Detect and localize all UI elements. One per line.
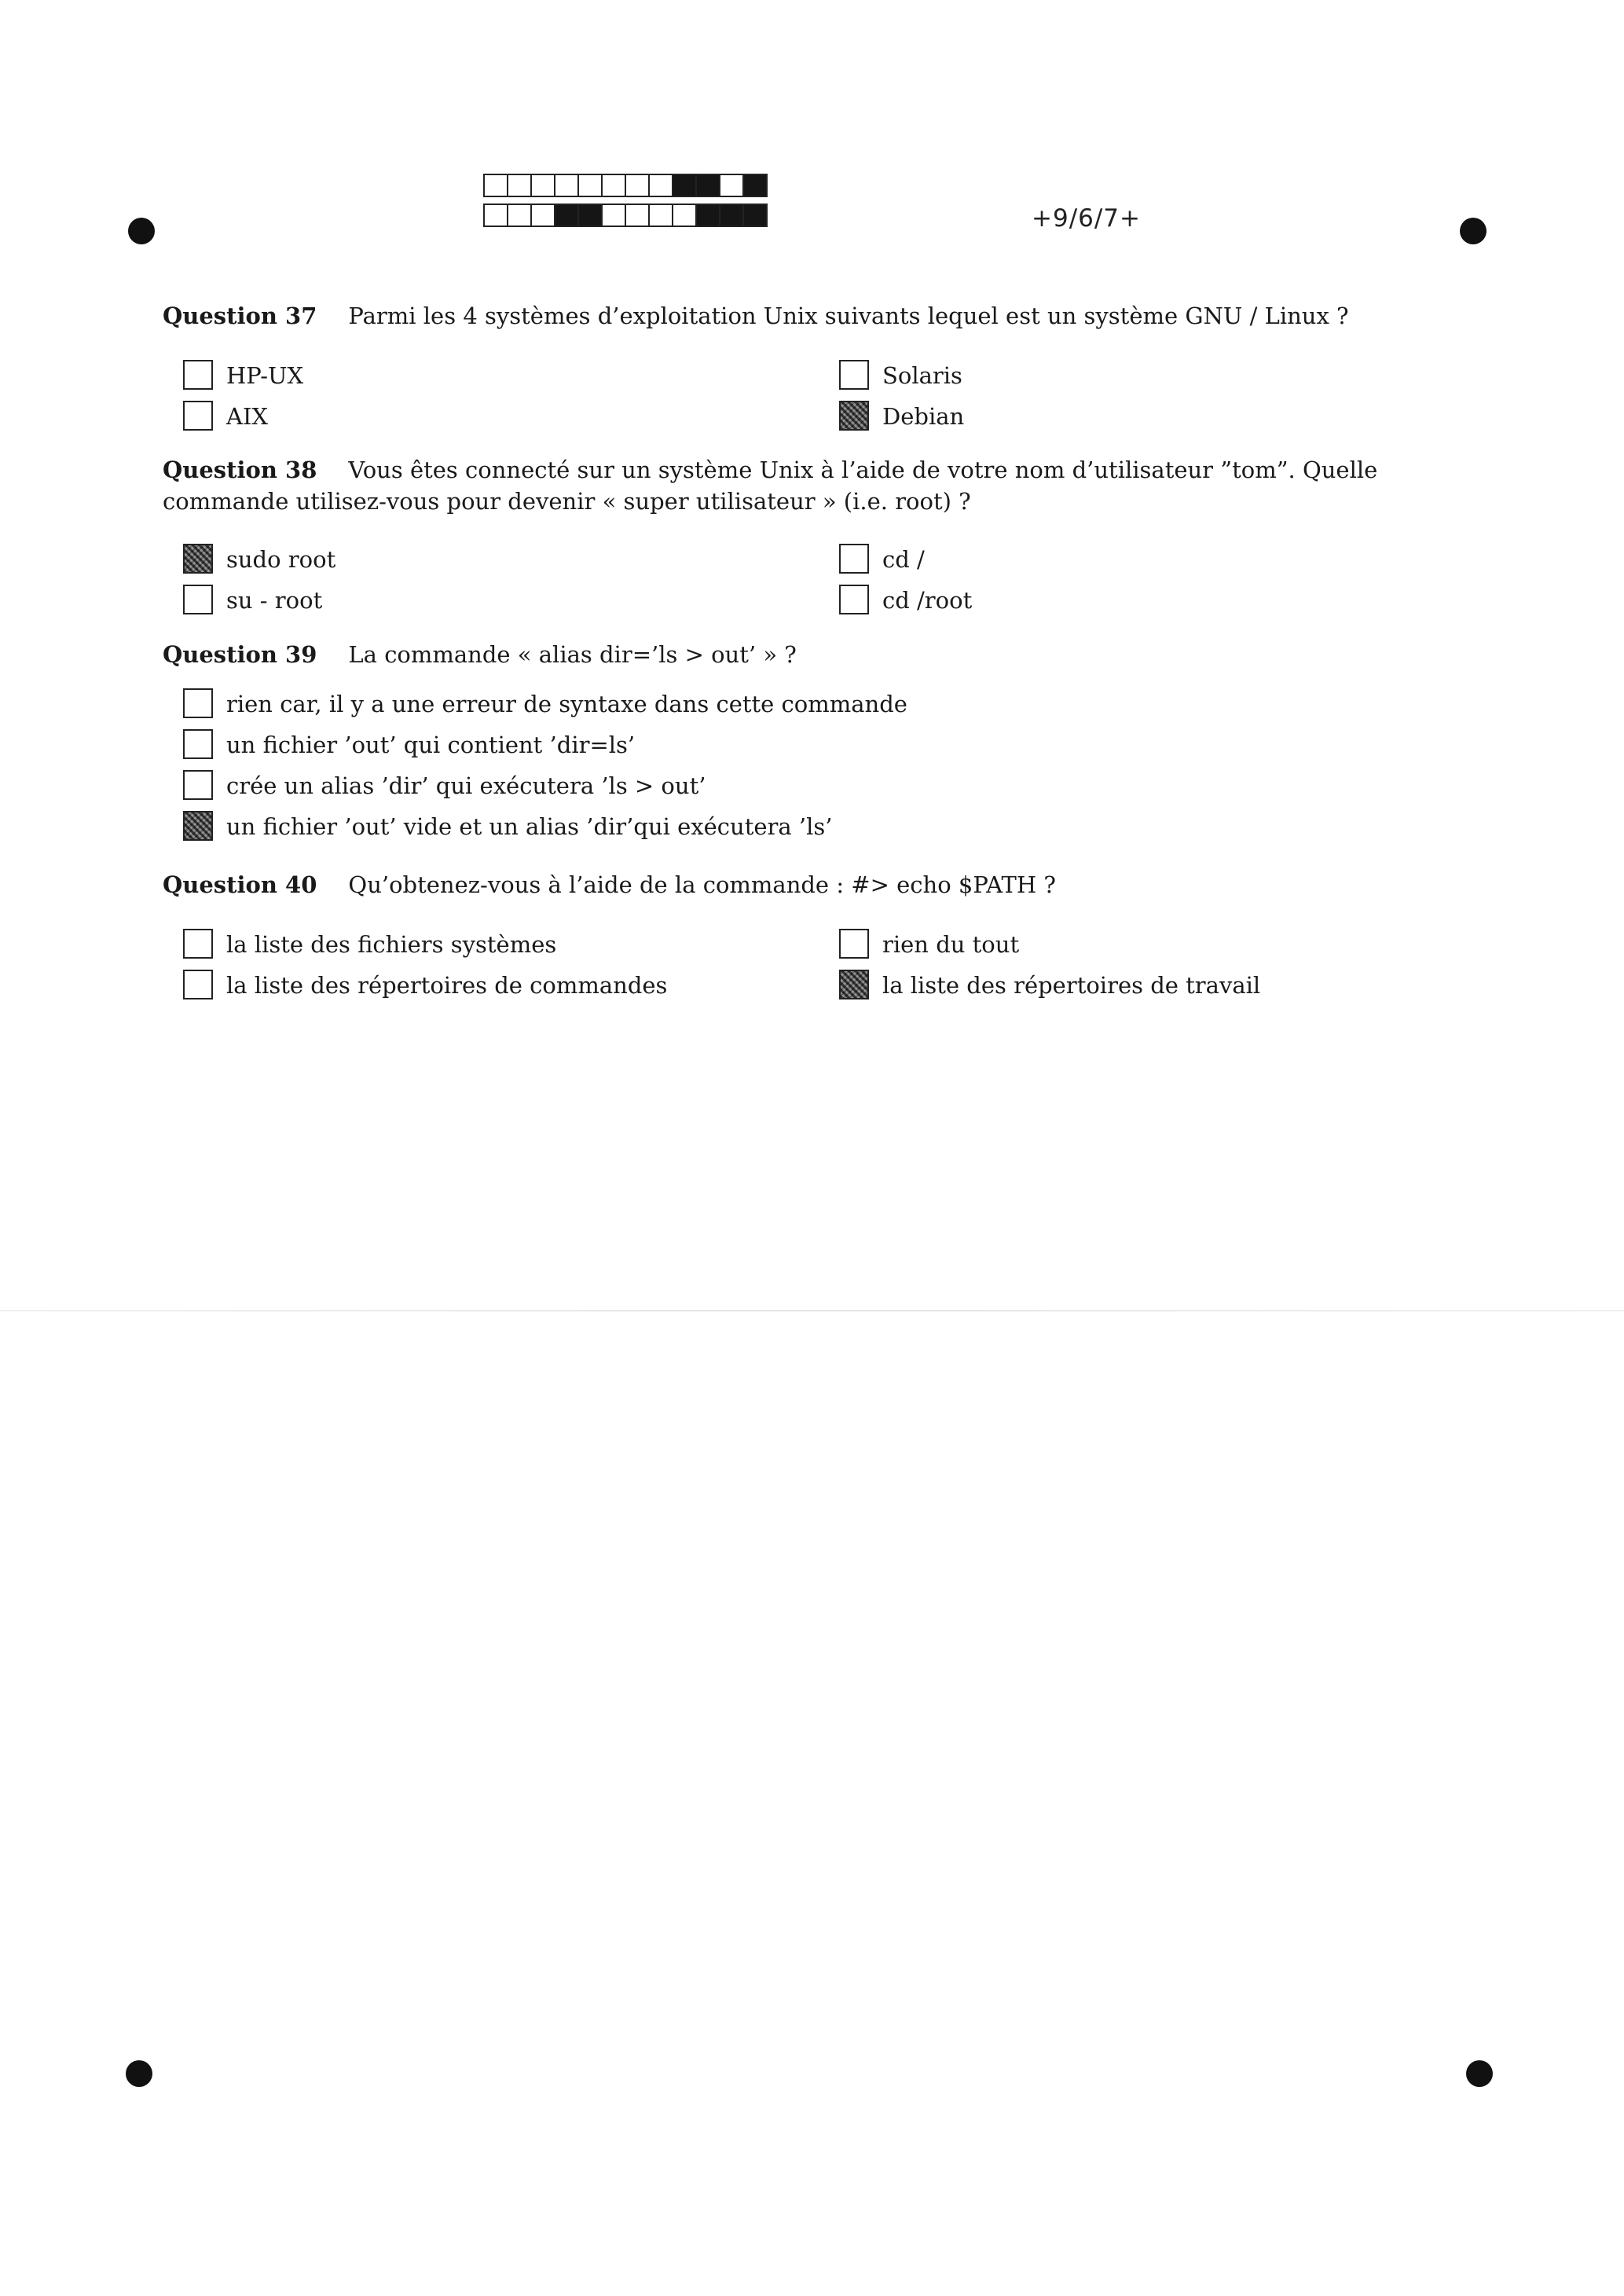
option-label: AIX [226,403,269,430]
checkbox[interactable] [839,585,869,614]
option-label: un fichier ’out’ vide et un alias ’dir’qui exécutera ’ls’ [226,813,833,840]
checkbox[interactable] [839,544,869,574]
barcode-cell [672,204,697,227]
barcode-cell [742,174,768,197]
barcode-cell [601,174,626,197]
barcode-cell [530,204,555,227]
option-label: la liste des répertoires de commandes [226,972,668,999]
option-label: HP-UX [226,362,304,389]
barcode-cell [672,174,697,197]
barcode-cell [483,174,508,197]
registration-mark-top-right [1460,218,1487,244]
checkbox[interactable] [183,688,213,718]
question-text: Qu’obtenez-vous à l’aide de la commande : #> echo $PATH ? [348,871,1056,898]
checkbox[interactable] [183,811,213,841]
barcode-cell [719,204,744,227]
option-label: la liste des répertoires de travail [882,972,1261,999]
checkbox[interactable] [839,929,869,959]
barcode-cell [507,204,532,227]
option-label: un fichier ’out’ qui contient ’dir=ls’ [226,732,636,758]
option-label: rien car, il y a une erreur de syntaxe dans cette commande [226,691,907,717]
checkbox[interactable] [183,770,213,800]
barcode-cell [530,174,555,197]
barcode-cell [577,174,603,197]
paper-fold-line [0,1310,1624,1311]
checkbox[interactable] [183,929,213,959]
option-label: crée un alias ’dir’ qui exécutera ’ls > out’ [226,772,706,799]
option-label: rien du tout [882,931,1020,958]
barcode-cell [625,204,650,227]
barcode-cell [742,204,768,227]
barcode-cell [695,174,720,197]
question-37 [163,300,1459,332]
option-label: sudo root [226,546,336,573]
barcode-cell [577,204,603,227]
question-label: Question 40 [163,871,317,898]
barcode-cell [625,174,650,197]
checkbox[interactable] [183,729,213,759]
option-label: Debian [882,403,965,430]
checkbox[interactable] [839,360,869,390]
barcode-cell [483,204,508,227]
barcode-cell [719,174,744,197]
checkbox[interactable] [183,360,213,390]
question-40 [163,869,1459,900]
question-38 [163,454,1459,517]
registration-mark-top-left [128,218,155,244]
barcode-cell [507,174,532,197]
question-label: Question 37 [163,303,317,329]
checkbox[interactable] [183,970,213,999]
barcode-cell [554,204,579,227]
checkbox[interactable] [183,585,213,614]
checkbox[interactable] [183,401,213,431]
registration-mark-bottom-left [126,2060,152,2087]
registration-mark-bottom-right [1466,2060,1493,2087]
barcode-cell [554,174,579,197]
barcode-cell [648,204,673,227]
checkbox[interactable] [839,401,869,431]
question-label: Question 39 [163,641,317,668]
question-text: Parmi les 4 systèmes d’exploitation Unix suivants lequel est un système GNU / Linux ? [348,303,1349,329]
option-label: cd / [882,546,925,573]
checkbox[interactable] [839,970,869,999]
option-label: cd /root [882,587,973,614]
barcode-cell [601,204,626,227]
page-id: +9/6/7+ [1032,204,1142,233]
barcode-cell [648,174,673,197]
option-label: la liste des fichiers systèmes [226,931,557,958]
question-text: Vous êtes connecté sur un système Unix à l’aide de votre nom d’utilisateur ”tom”. Quelle commande utilisez-vous pour devenir « super utilisateur » (i.e. root) ? [163,457,1378,515]
question-label: Question 38 [163,457,317,483]
question-text: La commande « alias dir=’ls > out’ » ? [348,641,797,668]
option-label: Solaris [882,362,962,389]
checkbox[interactable] [183,544,213,574]
question-39 [163,639,1459,670]
option-label: su - root [226,587,323,614]
barcode-cell [695,204,720,227]
